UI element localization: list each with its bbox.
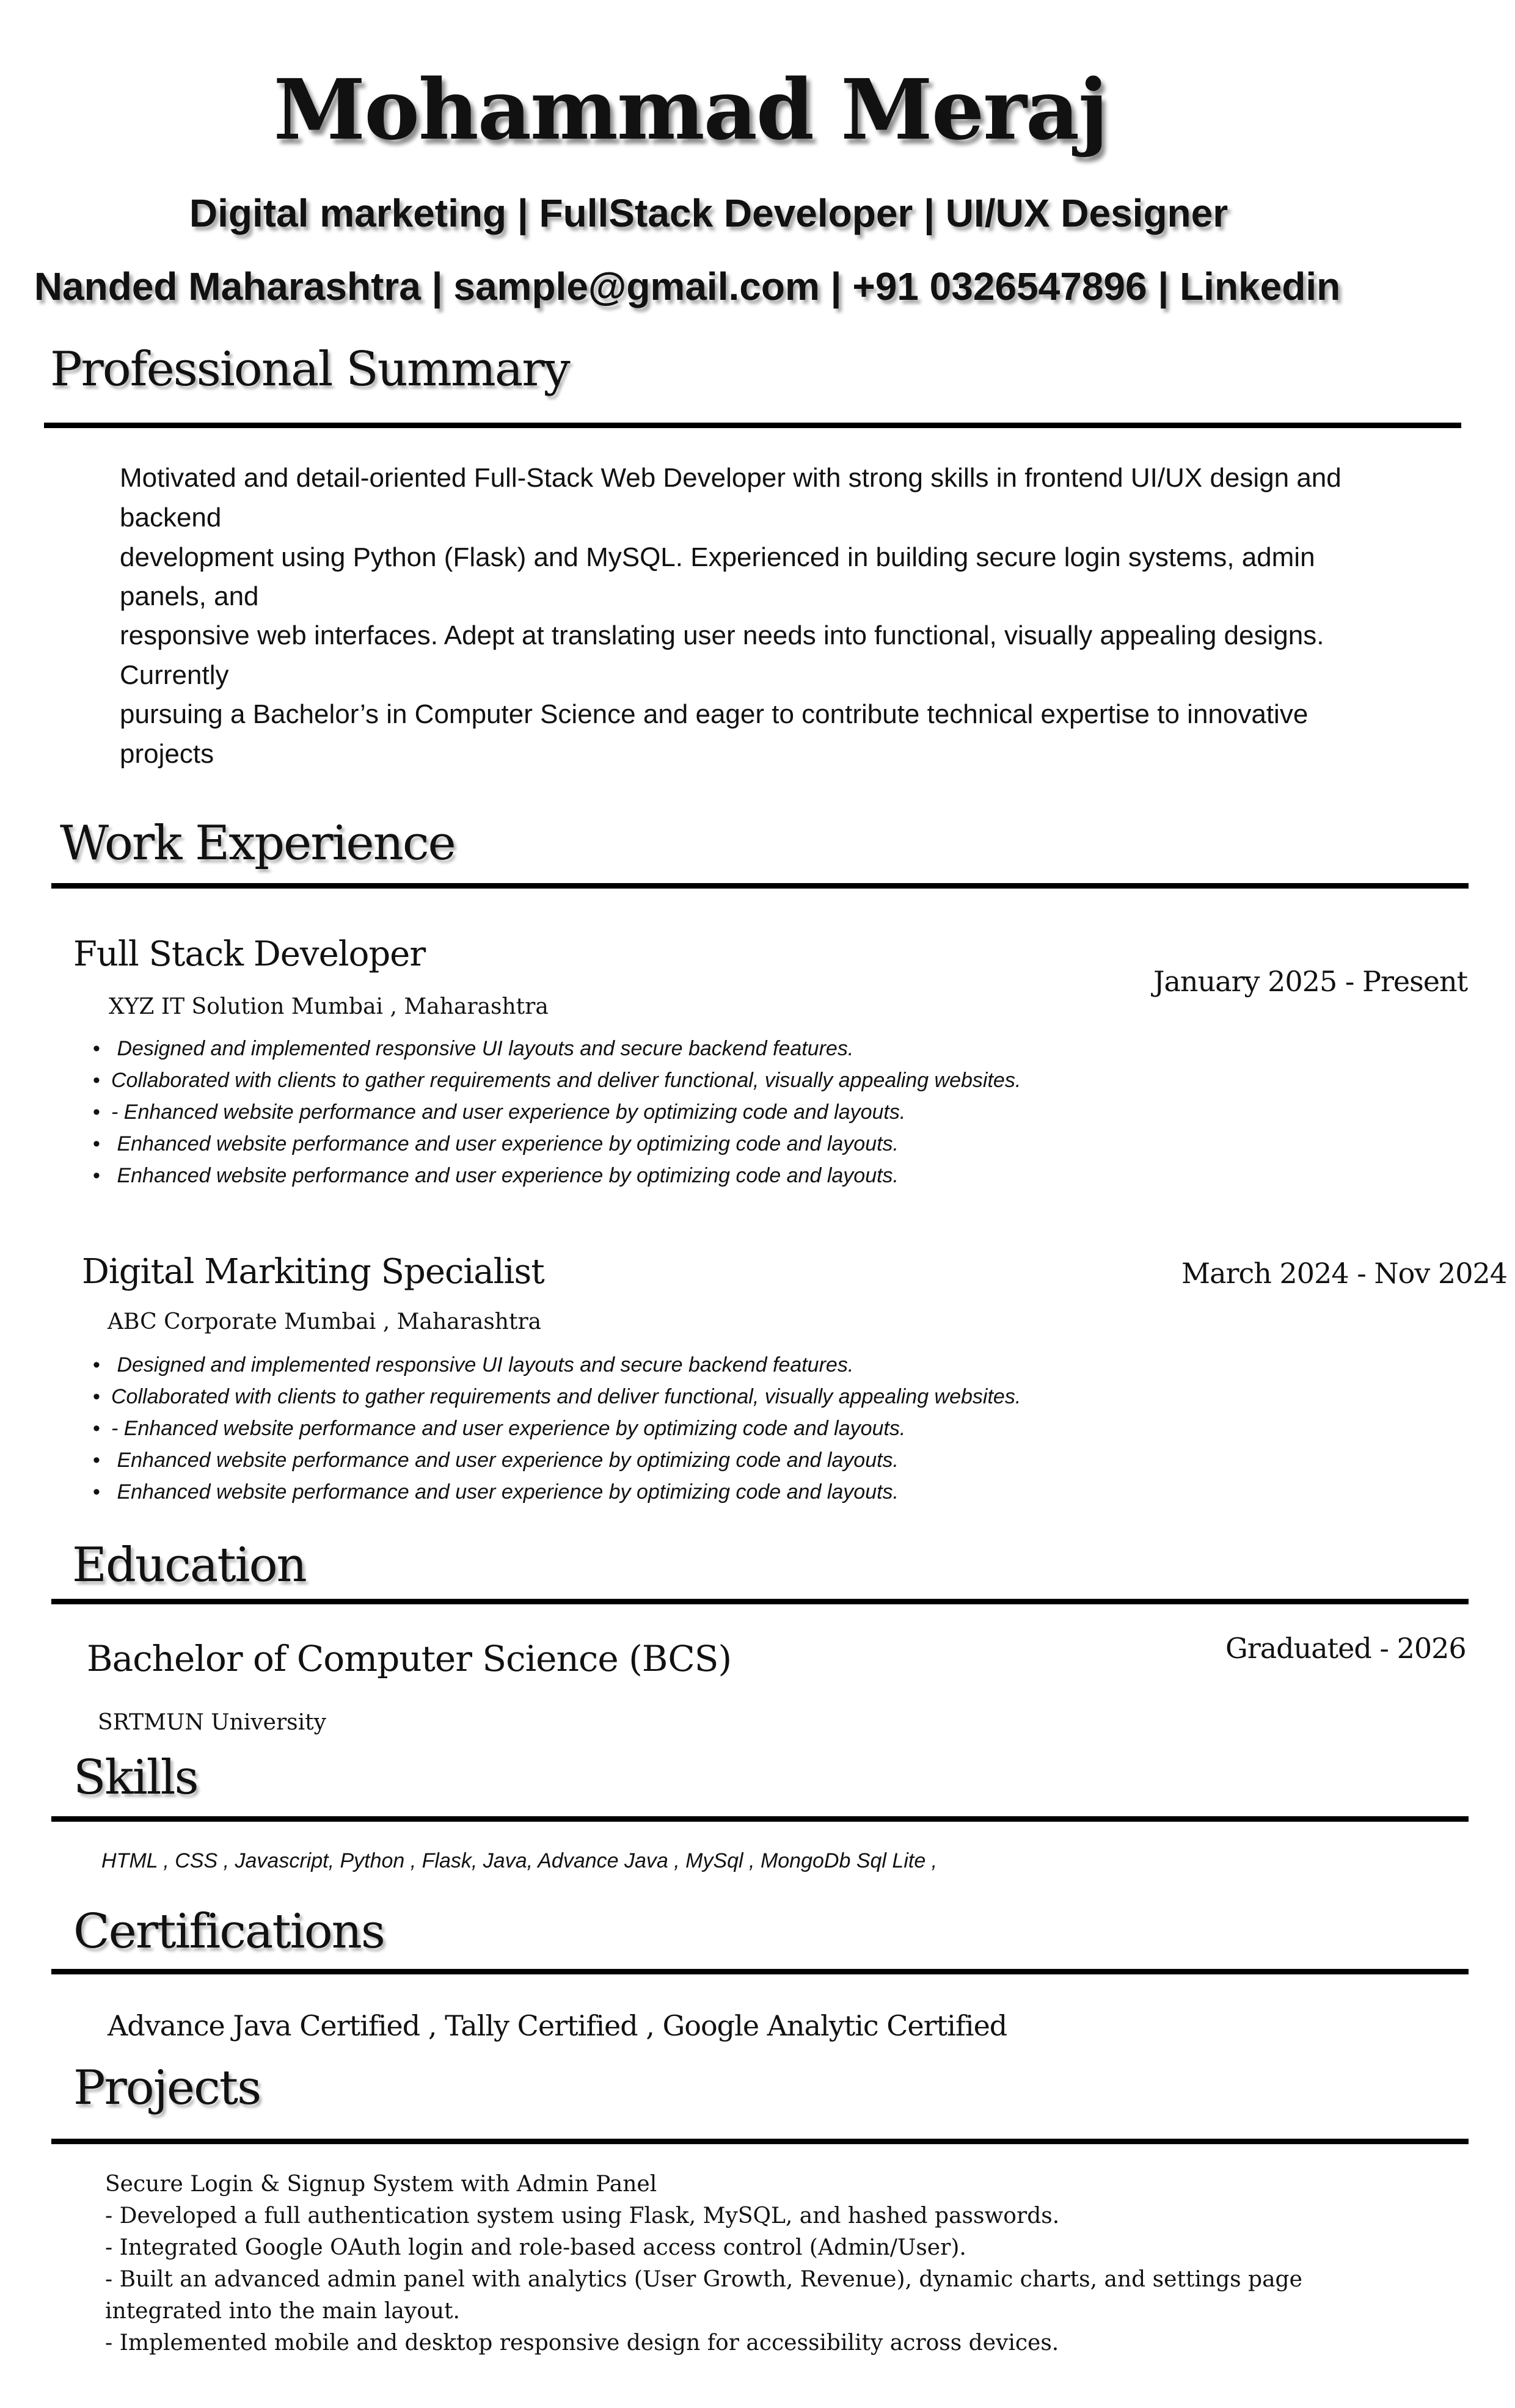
project-line: - Built an advanced admin panel with analytics (User Growth, Revenue), dynamic charts, and settings page (105, 2267, 1302, 2292)
job-bullet: • Enhanced website performance and user experience by optimizing code and layouts. (93, 1449, 899, 1472)
bullet-marker: • (93, 1353, 100, 1377)
degree: Bachelor of Computer Science (BCS) (87, 1638, 732, 1679)
job-company: ABC Corporate Mumbai , Maharashtra (108, 1309, 542, 1334)
certifications-heading: Certifications (73, 1904, 384, 1959)
bullet-marker: • (93, 1100, 100, 1124)
project-line: - Implemented mobile and desktop responsive design for accessibility across devices. (105, 2330, 1059, 2355)
job-bullet: • Enhanced website performance and user experience by optimizing code and layouts. (93, 1164, 899, 1187)
project-line: - Developed a full authentication system using Flask, MySQL, and hashed passwords. (105, 2203, 1060, 2228)
bullet-marker: • (93, 1449, 100, 1472)
certifications-divider (51, 1969, 1469, 1974)
bullet-marker: • (93, 1480, 100, 1504)
summary-line: pursuing a Bachelor’s in Computer Science and eager to contribute technical expertise to innovative (120, 699, 1309, 729)
skills-list: HTML , CSS , Javascript, Python , Flask, Java, Advance Java , MySql , MongoDb Sql Lite , (101, 1849, 938, 1872)
project-line: integrated into the main layout. (105, 2299, 460, 2324)
job-bullet: • Collaborated with clients to gather requirements and deliver functional, visually appealing websites. (93, 1385, 1021, 1408)
projects-divider (51, 2139, 1469, 2144)
summary-divider (44, 423, 1461, 428)
bullet-marker: • (93, 1132, 100, 1155)
bullet-marker: • (93, 1385, 100, 1408)
bullet-marker: • (93, 1069, 100, 1092)
job-bullet: • Enhanced website performance and user experience by optimizing code and layouts. (93, 1480, 899, 1504)
job-company: XYZ IT Solution Mumbai , Maharashtra (109, 994, 549, 1019)
skills-heading: Skills (73, 1750, 198, 1805)
summary-heading: Professional Summary (50, 342, 569, 397)
experience-heading: Work Experience (60, 816, 455, 871)
project-title: Secure Login & Signup System with Admin Panel (105, 2172, 657, 2197)
job-bullet: • Enhanced website performance and user experience by optimizing code and layouts. (93, 1132, 899, 1155)
skills-divider (51, 1816, 1469, 1822)
job-bullet: • Collaborated with clients to gather requirements and deliver functional, visually appealing websites. (93, 1069, 1021, 1092)
bullet-marker: • (93, 1417, 100, 1440)
education-heading: Education (72, 1538, 306, 1593)
job-title: Full Stack Developer (73, 934, 426, 974)
tagline: Digital marketing | FullStack Developer | UI/UX Designer (189, 191, 1228, 235)
summary-line: development using Python (Flask) and MySQL. Experienced in building secure login systems, admin (120, 542, 1315, 572)
school: SRTMUN University (98, 1710, 326, 1735)
summary-line: panels, and (120, 581, 259, 611)
job-dates: January 2025 - Present (1153, 965, 1468, 998)
experience-divider (51, 883, 1469, 889)
job-bullet: • Designed and implemented responsive UI layouts and secure backend features. (93, 1037, 854, 1060)
summary-line: Motivated and detail-oriented Full-Stack Web Developer with strong skills in frontend UI/UX design and (120, 463, 1342, 493)
summary-line: backend (120, 503, 222, 533)
bullet-marker: • (93, 1164, 100, 1187)
job-bullet: • - Enhanced website performance and user experience by optimizing code and layouts. (93, 1100, 906, 1124)
bullet-marker: • (93, 1037, 100, 1060)
candidate-name: Mohammad Meraj (273, 61, 1108, 159)
education-divider (51, 1599, 1469, 1604)
job-title: Digital Markiting Specialist (82, 1252, 544, 1292)
certifications-list: Advance Java Certified , Tally Certified , Google Analytic Certified (108, 2009, 1007, 2042)
summary-line: responsive web interfaces. Adept at translating user needs into functional, visually appealing designs. (120, 620, 1324, 650)
projects-heading: Projects (73, 2061, 261, 2115)
job-dates: March 2024 - Nov 2024 (1181, 1257, 1507, 1290)
summary-line: Currently (120, 660, 229, 690)
job-bullet: • Designed and implemented responsive UI layouts and secure backend features. (93, 1353, 854, 1377)
summary-line: projects (120, 739, 214, 769)
project-line: - Integrated Google OAuth login and role-based access control (Admin/User). (105, 2235, 966, 2260)
contact-line: Nanded Maharashtra | sample@gmail.com | +91 0326547896 | Linkedin (34, 264, 1341, 308)
job-bullet: • - Enhanced website performance and user experience by optimizing code and layouts. (93, 1417, 906, 1440)
education-dates: Graduated - 2026 (1225, 1632, 1466, 1665)
